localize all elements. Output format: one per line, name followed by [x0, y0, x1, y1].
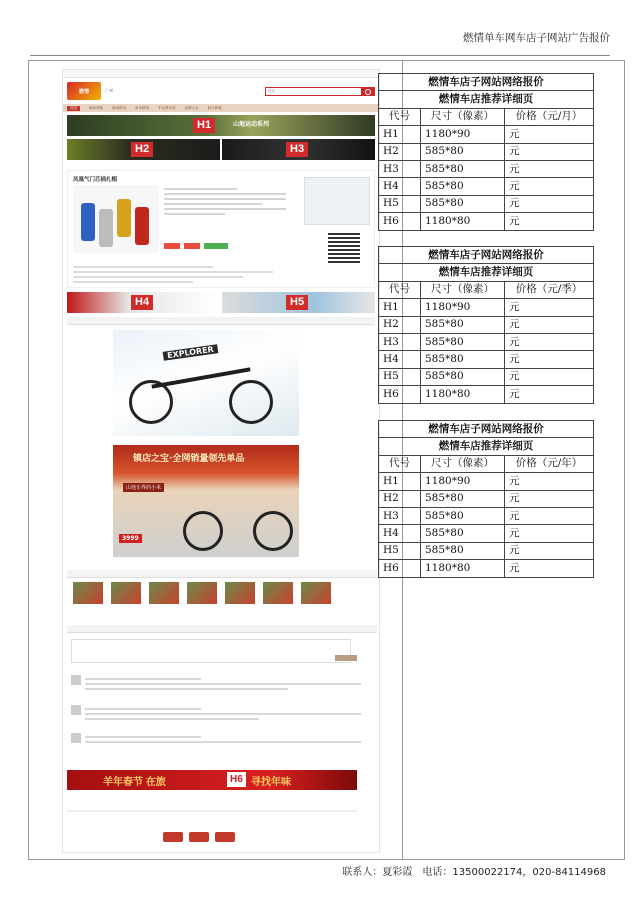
website-preview [62, 69, 380, 853]
cell-size: 1180*80 [421, 386, 505, 403]
nav-item[interactable]: 商家导购 [89, 105, 103, 110]
nav-item[interactable]: 品牌大全 [184, 105, 199, 110]
nav-item[interactable]: 单车路线 [135, 105, 149, 110]
table-row [379, 333, 594, 350]
cell-size: 1180*90 [421, 299, 505, 316]
ad-slot-h1[interactable] [67, 115, 375, 136]
col-header: 价格（元/月） [505, 108, 594, 125]
ad-slot-h6[interactable] [67, 770, 357, 790]
comments-section [67, 625, 377, 755]
product-photo-explorer [113, 330, 299, 436]
cell-code: H2 [379, 316, 421, 333]
cell-code: H2 [379, 490, 421, 507]
table-row [379, 490, 594, 507]
ad-slot-label: H3 [286, 142, 308, 157]
cell-size: 585*80 [421, 160, 505, 177]
share-button[interactable] [184, 243, 200, 249]
ad-slot-h5[interactable] [222, 292, 375, 313]
table-subtitle: 燃情车店推荐详细页 [379, 438, 594, 455]
avatar [71, 733, 81, 743]
cell-size: 585*80 [421, 178, 505, 195]
footer-banner-tail: 寻找年味 [251, 777, 291, 788]
store-info [73, 263, 273, 286]
cell-price: 元 [505, 178, 594, 195]
search-icon[interactable] [361, 87, 375, 96]
store-thumb[interactable] [73, 582, 103, 604]
avatar [71, 705, 81, 715]
detail-section-header [67, 317, 375, 325]
qr-code [328, 231, 360, 263]
cell-code: H6 [379, 560, 421, 577]
search-input[interactable]: 搜索 [265, 87, 361, 96]
cell-size: 585*80 [421, 542, 505, 559]
cell-size: 585*80 [421, 351, 505, 368]
nav-item[interactable]: 车友俱乐部 [158, 105, 176, 110]
promo-price: 3999 [119, 534, 142, 543]
cell-size: 585*80 [421, 490, 505, 507]
cell-size: 1180*80 [421, 560, 505, 577]
comment-item [71, 705, 361, 720]
product-photo-promo [113, 445, 299, 557]
col-header: 代号 [379, 108, 421, 125]
cell-price: 元 [505, 316, 594, 333]
store-map[interactable] [304, 177, 370, 225]
cell-size: 585*80 [421, 195, 505, 212]
table-title: 燃情车店子网站网络报价 [379, 421, 594, 438]
table-row [379, 542, 594, 559]
cell-code: H5 [379, 542, 421, 559]
nearby-stores [67, 570, 377, 620]
cell-price: 元 [505, 195, 594, 212]
table-row [379, 525, 594, 542]
table-row [379, 160, 594, 177]
comment-submit-button[interactable] [335, 655, 357, 661]
promo-subtitle: 山地车界的小米 [123, 483, 164, 492]
cell-code: H3 [379, 333, 421, 350]
cell-code: H1 [379, 299, 421, 316]
price-table-quarterly [378, 246, 594, 404]
stores-section-header [67, 570, 377, 578]
table-row [379, 213, 594, 230]
site-topbar [63, 70, 379, 78]
like-button[interactable] [164, 243, 180, 249]
ad-slot-label: H6 [227, 772, 246, 787]
badge-icon [189, 832, 209, 842]
table-title: 燃情车店子网站网络报价 [379, 74, 594, 91]
cell-code: H5 [379, 195, 421, 212]
cell-size: 585*80 [421, 316, 505, 333]
city-selector[interactable]: 广州 [105, 88, 113, 93]
table-header-row [379, 455, 594, 472]
ad-slot-label: H5 [286, 295, 308, 310]
breadcrumb [69, 163, 373, 167]
site-search[interactable] [265, 87, 375, 96]
cell-price: 元 [505, 333, 594, 350]
cell-code: H1 [379, 126, 421, 143]
store-thumb[interactable] [263, 582, 293, 604]
cell-price: 元 [505, 126, 594, 143]
ad-slot-h2[interactable] [67, 139, 220, 160]
table-row [379, 507, 594, 524]
col-header: 代号 [379, 455, 421, 472]
cell-price: 元 [505, 490, 594, 507]
table-row [379, 195, 594, 212]
product-title: 凤凰气门芯插扎帽 [73, 177, 118, 183]
comments-header [67, 625, 377, 633]
price-table-yearly [378, 420, 594, 578]
cell-size: 585*80 [421, 507, 505, 524]
col-header: 尺寸（像素） [421, 281, 505, 298]
ad-slot-label: H4 [131, 295, 153, 310]
follow-button[interactable] [204, 243, 228, 249]
cell-price: 元 [505, 542, 594, 559]
site-logo: 燃情 [67, 82, 101, 100]
document-title: 燃情单车网车店子网站广告报价 [463, 32, 610, 44]
cell-code: H2 [379, 143, 421, 160]
site-header [63, 78, 379, 104]
col-header: 代号 [379, 281, 421, 298]
product-image [73, 185, 159, 253]
hero-word: EXPLORER [163, 344, 219, 361]
cell-size: 585*80 [421, 368, 505, 385]
badge-icon [215, 832, 235, 842]
cell-size: 585*80 [421, 333, 505, 350]
table-row [379, 299, 594, 316]
table-row [379, 143, 594, 160]
comment-item [71, 733, 361, 743]
col-header: 价格（元/年） [505, 455, 594, 472]
store-thumb[interactable] [225, 582, 255, 604]
table-subtitle: 燃情车店推荐详细页 [379, 91, 594, 108]
table-row [379, 473, 594, 490]
cell-code: H4 [379, 525, 421, 542]
cell-price: 元 [505, 368, 594, 385]
badge-icon [163, 832, 183, 842]
store-thumb[interactable] [149, 582, 179, 604]
product-description [164, 185, 286, 218]
contact-info: 联系人：夏彩霞 电话：13500022174，020-84114968 [342, 867, 606, 878]
cell-size: 1180*90 [421, 126, 505, 143]
store-thumb[interactable] [111, 582, 141, 604]
nav-item[interactable]: 首页 [67, 106, 80, 111]
table-subtitle: 燃情车店推荐详细页 [379, 264, 594, 281]
ad-slot-title: 山地运动系列 [233, 121, 270, 128]
cell-code: H5 [379, 368, 421, 385]
table-row [379, 368, 594, 385]
table-header-row [379, 281, 594, 298]
cell-price: 元 [505, 213, 594, 230]
cell-code: H6 [379, 386, 421, 403]
site-footer-badges [163, 832, 235, 842]
table-row [379, 178, 594, 195]
ad-slot-h3[interactable] [222, 139, 375, 160]
cell-price: 元 [505, 299, 594, 316]
table-title: 燃情车店子网站网络报价 [379, 247, 594, 264]
col-header: 尺寸（像素） [421, 455, 505, 472]
cell-price: 元 [505, 143, 594, 160]
cell-code: H4 [379, 351, 421, 368]
table-row [379, 560, 594, 577]
ad-slot-h4[interactable] [67, 292, 220, 313]
cell-size: 1180*80 [421, 213, 505, 230]
table-row [379, 386, 594, 403]
product-card [67, 170, 375, 288]
table-header-row [379, 108, 594, 125]
avatar [71, 675, 81, 685]
cell-price: 元 [505, 351, 594, 368]
promo-slogan: 镇店之宝·全网销量领先单品 [133, 454, 245, 464]
cell-size: 585*80 [421, 143, 505, 160]
table-row [379, 126, 594, 143]
cell-price: 元 [505, 160, 594, 177]
store-thumb[interactable] [187, 582, 217, 604]
header-rule [30, 55, 610, 56]
cell-code: H6 [379, 213, 421, 230]
table-row [379, 351, 594, 368]
nav-item[interactable]: 积分商城 [207, 105, 222, 110]
cell-price: 元 [505, 507, 594, 524]
price-table-monthly [378, 73, 594, 231]
comment-input[interactable] [71, 639, 351, 663]
footer-banner-text: 羊年春节 在旅 [103, 777, 166, 788]
store-thumbnails [73, 582, 331, 604]
ad-slot-label: H2 [131, 142, 153, 157]
nav-item[interactable]: 新闻资讯 [112, 105, 126, 110]
cell-code: H3 [379, 507, 421, 524]
cell-price: 元 [505, 386, 594, 403]
col-header: 尺寸（像素） [421, 108, 505, 125]
cell-price: 元 [505, 560, 594, 577]
cell-size: 1180*90 [421, 473, 505, 490]
site-footer-links [67, 810, 357, 812]
cell-code: H1 [379, 473, 421, 490]
ad-row-h4-h5 [67, 292, 375, 313]
ad-slot-label: H1 [193, 118, 215, 133]
comment-item [71, 675, 361, 690]
table-row [379, 316, 594, 333]
site-nav [63, 104, 379, 112]
cell-size: 585*80 [421, 525, 505, 542]
store-thumb[interactable] [301, 582, 331, 604]
col-header: 价格（元/季） [505, 281, 594, 298]
product-actions [164, 243, 228, 249]
cell-code: H3 [379, 160, 421, 177]
ad-row-h2-h3 [67, 139, 375, 160]
cell-price: 元 [505, 473, 594, 490]
cell-code: H4 [379, 178, 421, 195]
cell-price: 元 [505, 525, 594, 542]
